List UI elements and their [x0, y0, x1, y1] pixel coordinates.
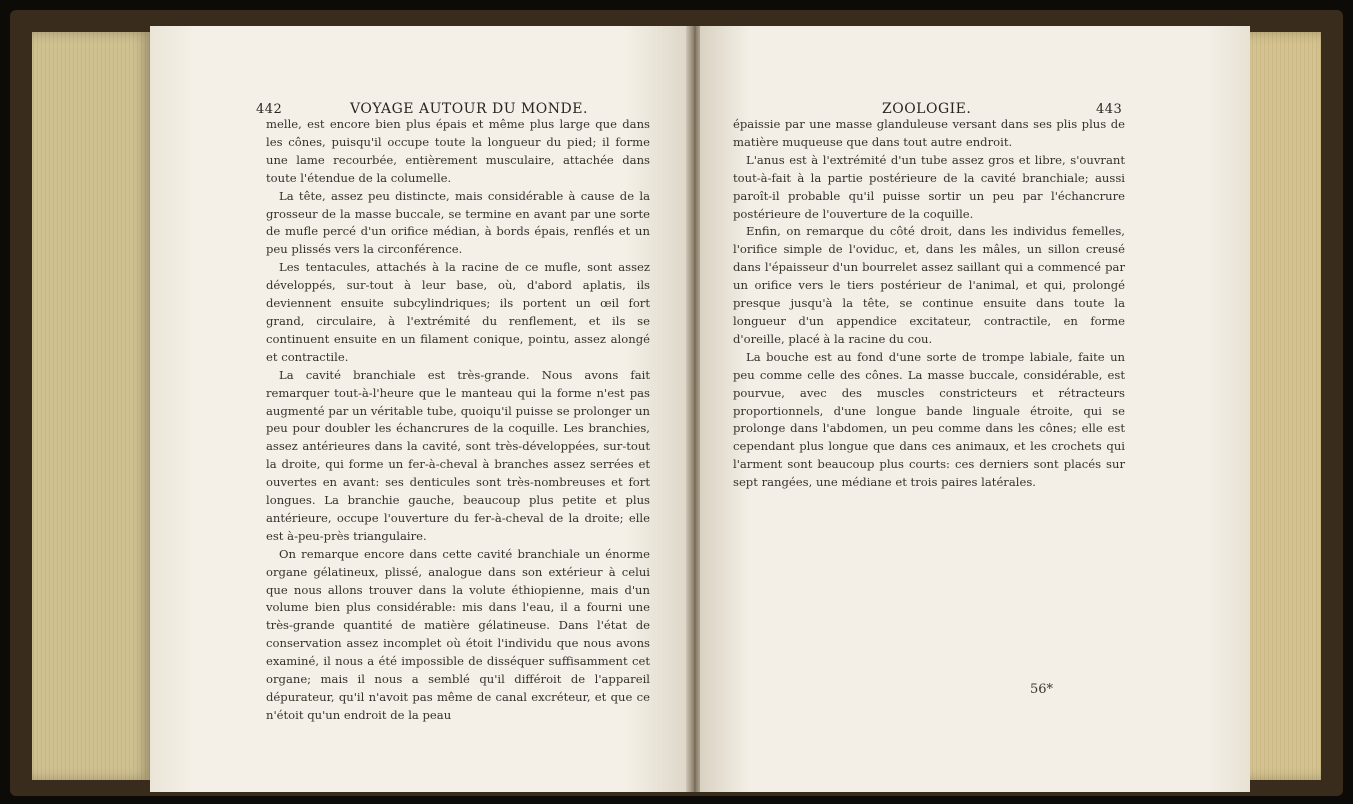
right-running-head: ZOOLOGIE.	[882, 101, 972, 117]
paragraph: La bouche est au fond d'une sorte de trompe labiale, faite un peu comme celle des cônes. La masse buccale, considérable, est pourvue, avec des muscles constricteurs et rétracteurs proportionnels, d'une longue bande linguale étroite, qui se prolonge dans l'abdomen, un peu comme dans les cônes; elle est cependant plus longue que dans ces animaux, et les crochets qui l'arment sont beaucoup plus courts: ces derniers sont placés sur sept rangées, une médiane et trois paires latérales.	[733, 349, 1125, 490]
paragraph: épaissie par une masse glanduleuse versant dans ses plis plus de matière muqueuse que dans tout autre endroit.	[733, 117, 1125, 149]
paragraph: La tête, assez peu distincte, mais considérable à cause de la grosseur de la masse buccale, se termine en avant par une sorte de mufle percé d'un orifice médian, à bords épais, renflés et un peu plissés vers la circonférence.	[266, 188, 650, 257]
paragraph: Enfin, on remarque du côté droit, dans les individus femelles, l'orifice simple de l'oviduc, et, dans les mâles, un sillon creusé dans l'épaisseur d'un bourrelet assez saillant qui a commencé par un orifice vers le tiers postérieur de l'animal, et qui, prolongé presque jusqu'à la tête, se continue ensuite dans toute la longueur d'un appendice excitateur, contractile, en forme d'oreille, placé à la racine du cou.	[733, 224, 1125, 346]
paragraph: L'anus est à l'extrémité d'un tube assez gros et libre, s'ouvrant tout-à-fait à la partie postérieure de la cavité branchiale; aussi paroît-il probable qu'il puisse sortir un peu par l'échancrure postérieure de l'ouverture de la coquille.	[733, 152, 1125, 221]
left-page	[150, 26, 690, 792]
right-page	[700, 26, 1250, 792]
page-edges-left	[32, 32, 152, 780]
signature-mark: 56*	[1030, 682, 1054, 697]
paragraph: On remarque encore dans cette cavité branchiale un énorme organe gélatineux, plissé, analogue dans son extérieur à celui que nous allons trouver dans la volute éthiopienne, mais d'un volume bien plus considérable: mis dans l'eau, il a fourni une très-grande quantité de matière gélatineuse. Dans l'état de conservation assez incomplet où étoit l'individu que nous avons examiné, il nous a été impossible de disséquer suffisamment cet organe; mais il nous a semblé qu'il différoit de l'appareil dépurateur, qu'il n'avoit pas même de canal excréteur, et que ce n'étoit qu'un endroit de la peau	[266, 546, 650, 722]
left-running-head: VOYAGE AUTOUR DU MONDE.	[350, 101, 588, 117]
left-body-text	[266, 116, 650, 725]
right-body-text	[733, 116, 1125, 492]
paragraph: melle, est encore bien plus épais et même plus large que dans les cônes, puisqu'il occupe toute la longueur du pied; il forme une lame recourbée, entièrement musculaire, attachée dans toute l'étendue de la columelle.	[266, 117, 650, 185]
book	[10, 10, 1343, 796]
paragraph: La cavité branchiale est très-grande. Nous avons fait remarquer tout-à-l'heure que le manteau qui la forme n'est pas augmenté par un véritable tube, quoiqu'il puisse se prolonger un peu pour doubler les échancrures de la coquille. Les branchies, assez antérieures dans la cavité, sont très-développées, sur-tout la droite, qui forme un fer-à-cheval à branches assez serrées et ouvertes en avant: ses denticules sont très-nombreuses et fort longues. La branchie gauche, beaucoup plus petite et plus antérieure, occupe l'ouverture du fer-à-cheval de la droite; elle est à-peu-près triangulaire.	[266, 367, 650, 543]
paragraph: Les tentacules, attachés à la racine de ce mufle, sont assez développés, sur-tout à leur base, où, d'abord aplatis, ils deviennent ensuite subcylindriques; ils portent un œil fort grand, circulaire, à l'extrémité du renflement, et ils se continuent ensuite en un filament conique, pointu, assez alongé et contractile.	[266, 260, 650, 364]
left-page-number: 442	[256, 102, 283, 117]
right-page-number: 443	[1096, 102, 1123, 117]
